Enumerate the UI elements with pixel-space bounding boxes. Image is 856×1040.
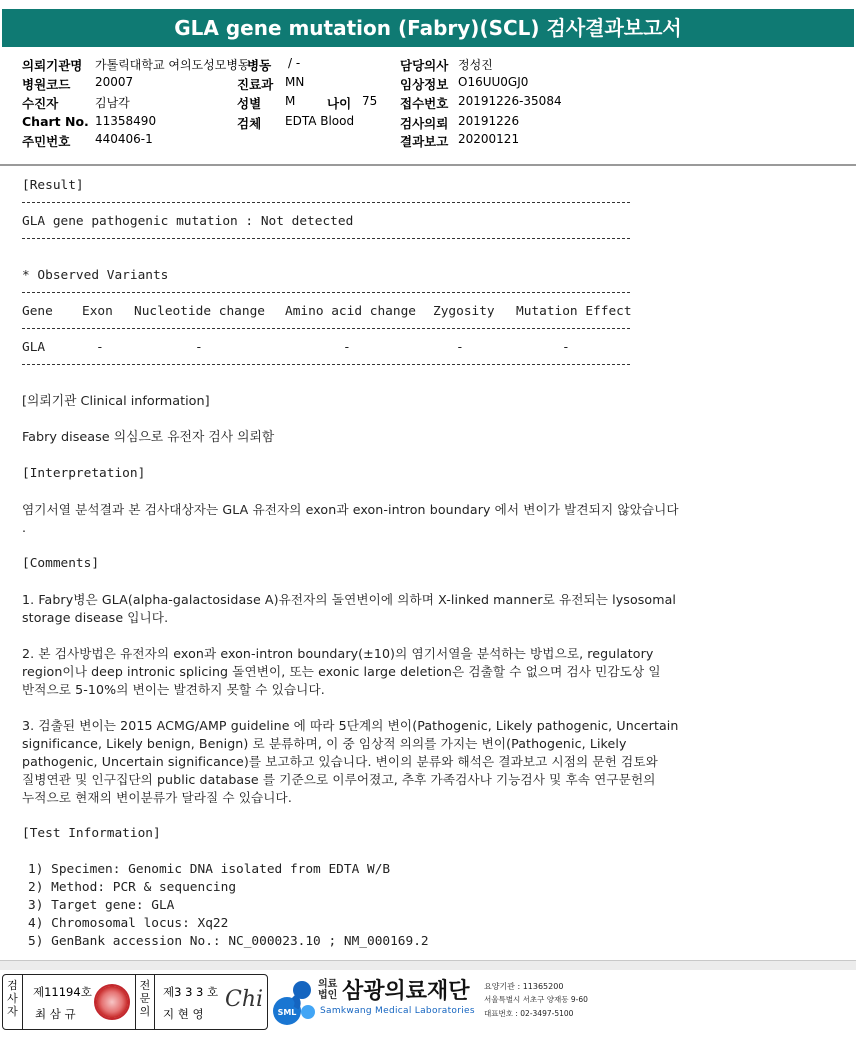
org-address: 서울특별시 서초구 양재동 9-60: [484, 995, 588, 1004]
result-heading: [Result]: [22, 178, 84, 193]
doctor-value: 정성진: [458, 58, 493, 72]
clinical-value: O16UU0GJ0: [458, 75, 529, 89]
cell-exon: -: [96, 340, 104, 355]
rrn-value: 440406-1: [95, 132, 153, 146]
comment-2-line-3: 반적으로 5-10%의 변이는 발견하지 못할 수 있습니다.: [22, 682, 325, 697]
report-date-value: 20200121: [458, 132, 520, 146]
cell-gene: GLA: [22, 340, 46, 355]
specialist-signature: Chi: [225, 987, 264, 1012]
patient-info: [0, 52, 856, 164]
sex-label: 성별: [237, 96, 262, 111]
col-amino-acid: Amino acid change: [285, 304, 416, 319]
patient-label: 수진자: [22, 96, 59, 111]
comment-2-line-1: 2. 본 검사방법은 유전자의 exon과 exon-intron boundary(±10)의 염기서열을 분석하는 방법으로, regulatory: [22, 646, 654, 661]
interpretation-text-end: .: [22, 520, 27, 535]
cell-amino-acid: -: [343, 340, 351, 355]
tester-seal: [94, 984, 130, 1020]
comment-1-line-1: 1. Fabry병은 GLA(alpha-galactosidase A)유전자의 돌연변이에 의하며 X-linked manner로 유전되는 lysosomal: [22, 592, 677, 607]
dashed-rule: [22, 328, 630, 329]
test-info-item: 5) GenBank accession No.: NC_000023.10 ; NM_000169.2: [28, 934, 429, 949]
specimen-label: 검체: [237, 116, 262, 131]
request-value: 20191226: [458, 114, 520, 128]
test-info-item: 3) Target gene: GLA: [28, 898, 175, 913]
test-info-item: 4) Chromosomal locus: Xq22: [28, 916, 229, 931]
comment-3-line-3: pathogenic, Uncertain significance)를 보고하고 있습니다. 변이의 분류와 해석은 결과보고 시점의 문헌 검토와: [22, 754, 658, 769]
comment-1-line-2: storage disease 입니다.: [22, 610, 169, 625]
result-summary: GLA gene pathogenic mutation : Not detected: [22, 214, 354, 229]
age-value: 75: [362, 94, 378, 108]
footer: [0, 972, 856, 1040]
tester-label: [3, 975, 23, 1029]
report-title: GLA gene mutation (Fabry)(SCL) 검사결과보고서: [2, 9, 854, 47]
info-row-3: [0, 94, 856, 113]
comment-3-line-2: significance, Likely benign, Benign) 로 분류하며, 이 중 임상적 의의를 가지는 변이(Pathogenic, Likely: [22, 736, 627, 751]
specialist-label: [135, 975, 155, 1029]
department-value: MN: [285, 75, 305, 89]
specimen-value: EDTA Blood: [285, 114, 355, 128]
sml-logo-icon: [272, 978, 318, 1026]
institution-label: 의뢰기관명: [22, 58, 83, 73]
comment-2-line-2: region이나 deep intronic splicing 돌연변이, 또는 exonic large deletion은 검출할 수 없으며 검사 민감도상 일: [22, 664, 661, 679]
col-mutation-effect: Mutation Effect: [516, 304, 632, 319]
logo-abbr: SML: [277, 1008, 297, 1017]
tester-name: 최 삼 규: [35, 1007, 76, 1021]
dashed-rule: [22, 292, 630, 293]
request-label: 검사의뢰: [400, 116, 449, 131]
report-body: [0, 168, 856, 958]
test-info-item: 2) Method: PCR & sequencing: [28, 880, 237, 895]
org-type: 의료법인: [318, 979, 338, 1001]
comment-3-line-1: 3. 검출된 변이는 2015 ACMG/AMP guideline 에 따라 5단계의 변이(Pathogenic, Likely pathogenic, Uncertain: [22, 718, 679, 733]
info-row-4: [0, 114, 856, 133]
department-label: 진료과: [237, 77, 274, 92]
report-date-label: 결과보고: [400, 134, 449, 149]
signature-box: [2, 974, 268, 1030]
doctor-label: 담당의사: [400, 58, 449, 73]
org-name: 삼광의료재단: [342, 979, 470, 1004]
cell-mutation-effect: -: [562, 340, 570, 355]
patient-value: 김남각: [95, 96, 130, 110]
specialist-name: 지 현 영: [163, 1007, 204, 1021]
sex-value: M: [285, 94, 296, 108]
tester-number: 제11194호: [33, 985, 92, 999]
hospital-code-value: 20007: [95, 75, 134, 89]
footer-divider: [0, 960, 856, 970]
org-english-name: Samkwang Medical Laboratories: [320, 1006, 475, 1016]
interpretation-text: 염기서열 분석결과 본 검사대상자는 GLA 유전자의 exon과 exon-intron boundary 에서 변이가 발견되지 않았습니다: [22, 502, 679, 517]
info-divider: [0, 164, 856, 166]
cell-zygosity: -: [456, 340, 464, 355]
comment-3-line-4: 질병연관 및 인구집단의 public database 를 기준으로 이루어졌고, 추후 가족검사나 기능검사 및 후속 연구문헌의: [22, 772, 656, 787]
clinical-text: Fabry disease 의심으로 유전자 검사 의뢰함: [22, 430, 275, 445]
cell-nucleotide: -: [195, 340, 203, 355]
clinical-label: 임상정보: [400, 77, 449, 92]
observed-heading: * Observed Variants: [22, 268, 169, 283]
col-gene: Gene: [22, 304, 53, 319]
specialist-label-text: 전 문 의: [139, 979, 151, 1018]
info-row-5: [0, 132, 856, 151]
org-phone: 대표번호 : 02-3497-5100: [484, 1009, 574, 1018]
col-zygosity: Zygosity: [433, 304, 495, 319]
receipt-label: 접수번호: [400, 96, 449, 111]
institution-value: 가톨릭대학교 여의도성모병동: [95, 58, 250, 72]
receipt-value: 20191226-35084: [458, 94, 562, 108]
specialist-number: 제3 3 3 호: [163, 985, 219, 999]
col-exon: Exon: [82, 304, 113, 319]
col-nucleotide: Nucleotide change: [134, 304, 265, 319]
rrn-label: 주민번호: [22, 134, 71, 149]
hospital-code-label: 병원코드: [22, 77, 71, 92]
test-info-heading: [Test Information]: [22, 826, 161, 841]
comment-3-line-5: 누적으로 현재의 변이분류가 달라질 수 있습니다.: [22, 790, 292, 805]
interpretation-heading: [Interpretation]: [22, 466, 146, 481]
chart-label: Chart No.: [22, 114, 89, 129]
ward-value: / -: [288, 56, 301, 70]
clinical-heading: [의뢰기관 Clinical information]: [22, 394, 210, 409]
institution-code: 요양기관 : 11365200: [484, 982, 564, 991]
test-info-item: 1) Specimen: Genomic DNA isolated from EDTA W/B: [28, 862, 391, 877]
info-row-2: [0, 75, 856, 94]
dashed-rule: [22, 238, 630, 239]
age-label: 나이: [327, 96, 352, 111]
tester-label-text: 검 사 자: [7, 979, 18, 1018]
dashed-rule: [22, 202, 630, 203]
comments-heading: [Comments]: [22, 556, 100, 571]
ward-label: 병동: [247, 58, 272, 73]
dashed-rule: [22, 364, 630, 365]
info-row-1: [0, 56, 856, 75]
chart-value: 11358490: [95, 114, 157, 128]
